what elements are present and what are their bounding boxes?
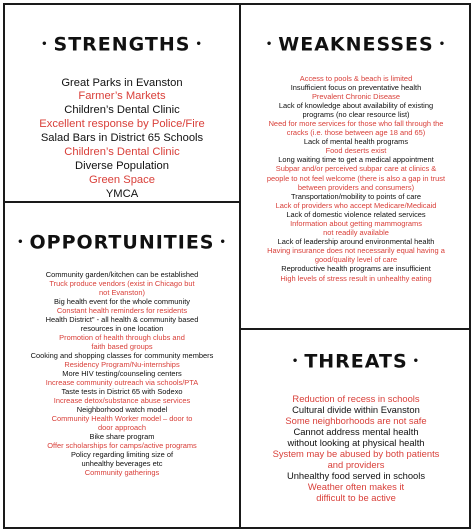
weaknesses-heading	[241, 33, 471, 56]
weaknesses-item: people to not feel welcome (there is also a gap in trust	[266, 173, 446, 183]
bullet-dot-icon: •	[265, 39, 274, 50]
threats-item: and providers	[327, 458, 385, 470]
bullet-dot-icon: •	[17, 237, 25, 248]
opportunities-list	[5, 270, 239, 477]
opportunities-item: unhealthy beverages etc	[81, 458, 163, 468]
opportunities-heading	[5, 231, 239, 254]
strengths-item: Diverse Population	[75, 159, 169, 172]
weaknesses-item: High levels of stress result in unhealthy eating	[280, 273, 432, 283]
opportunities-item: faith based groups	[91, 341, 153, 351]
opportunities-item: Increase community outreach via schools/PTA	[45, 377, 199, 387]
weaknesses-item: cracks (i.e. those between age 18 and 65)	[286, 128, 426, 138]
opportunities-item: resources in one location	[80, 323, 164, 333]
strengths-item: Great Parks in Evanston	[61, 76, 183, 89]
weaknesses-item: Long waiting time to get a medical appointment	[278, 155, 434, 165]
opportunities-item: Offer scholarships for camps/active programs	[47, 440, 197, 450]
bullet-dot-icon: •	[219, 237, 227, 248]
opportunities-item: not Evanston)	[99, 287, 145, 297]
weaknesses-item: between providers and consumers)	[297, 182, 415, 192]
strengths-item: Excellent response by Police/Fire	[39, 118, 205, 131]
opportunities-quadrant	[5, 203, 239, 527]
opportunities-item: Promotion of health through clubs and	[59, 332, 185, 342]
threats-item: difficult to be active	[316, 491, 396, 503]
weaknesses-item: Access to pools & beach is limited	[299, 73, 413, 83]
weaknesses-list	[241, 74, 471, 283]
opportunities-item: Big health event for the whole community	[53, 296, 190, 306]
threats-item: without looking at physical health	[287, 436, 425, 448]
weaknesses-item: Need for more services for those who fall through the	[268, 118, 444, 128]
swot-frame	[3, 3, 471, 529]
bullet-dot-icon: •	[291, 356, 300, 367]
opportunities-item: Community gatherings	[84, 467, 160, 477]
opportunities-item: Cooking and shopping classes for community members	[30, 350, 214, 360]
weaknesses-title: WEAKNESSES	[278, 33, 434, 56]
weaknesses-item: Lack of mental health programs	[303, 137, 409, 147]
opportunities-item: Policy regarding limiting size of	[70, 449, 174, 459]
weaknesses-item: Having insurance does not necessarily equal having a	[267, 246, 445, 256]
threats-quadrant	[241, 330, 471, 527]
weaknesses-item: not readily available	[323, 228, 389, 238]
opportunities-item: Constant health reminders for residents	[56, 305, 188, 315]
opportunities-item: Community Health Worker model – door to	[51, 413, 193, 423]
opportunities-item: door approach	[98, 422, 146, 432]
strengths-item: Salad Bars in District 65 Schools	[40, 132, 204, 145]
threats-item: Weather often makes it	[307, 480, 405, 492]
weaknesses-item: Information about getting mammograms	[290, 219, 422, 228]
threats-item: Cultural divide within Evanston	[292, 403, 420, 415]
bullet-dot-icon: •	[195, 39, 203, 50]
weaknesses-item: Lack of leadership around environmental health	[277, 237, 435, 247]
weaknesses-item: programs (no clear resource list)	[302, 109, 410, 119]
threats-heading	[241, 350, 471, 373]
weaknesses-item: Reproductive health programs are insufficient	[281, 264, 431, 274]
opportunities-item: Neighborhood watch model	[76, 404, 168, 414]
strengths-heading	[5, 33, 239, 56]
threats-list	[241, 393, 471, 503]
strengths-title: STRENGTHS	[53, 33, 191, 56]
opportunities-item: More HIV testing/counseling centers	[62, 368, 182, 378]
opportunities-item: Bike share program	[89, 431, 155, 441]
weaknesses-item: Lack of knowledge about availability of existing	[278, 100, 434, 110]
strengths-item: YMCA	[105, 187, 139, 200]
weaknesses-item: Prevalent Chronic Disease	[311, 91, 401, 101]
strengths-list	[5, 77, 239, 202]
threats-item: System may be abused by both patients	[272, 447, 440, 459]
threats-item: Reduction of recess in schools	[292, 392, 420, 404]
bullet-dot-icon: •	[438, 39, 447, 50]
opportunities-item: Truck produce vendors (exist in Chicago but	[49, 278, 195, 288]
opportunities-item: Increase detox/substance abuse services	[53, 395, 191, 405]
threats-title: THREATS	[304, 350, 408, 373]
opportunities-item: Community garden/kitchen can be established	[45, 269, 199, 279]
weaknesses-quadrant	[241, 5, 471, 328]
strengths-item: Green Space	[89, 173, 155, 186]
strengths-quadrant	[5, 5, 239, 201]
bullet-dot-icon: •	[412, 356, 421, 367]
weaknesses-item: Lack of domestic violence related services	[286, 209, 426, 219]
strengths-item: Children’s Dental Clinic	[64, 146, 180, 159]
weaknesses-item: Lack of providers who accept Medicare/Medicaid	[275, 200, 437, 210]
strengths-item: Children’s Dental Clinic	[64, 104, 180, 117]
weaknesses-item: Transportation/mobility to points of care	[291, 191, 421, 201]
weaknesses-item: Food deserts exist	[325, 146, 387, 156]
threats-item: Some neighborhoods are not safe	[285, 414, 427, 426]
weaknesses-item: Subpar and/or perceived subpar care at clinics &	[275, 164, 437, 174]
opportunities-item: Taste tests in District 65 with Sodexo	[61, 386, 183, 396]
opportunities-item: Health District" - all health & community based	[45, 314, 199, 324]
bullet-dot-icon: •	[41, 39, 49, 50]
threats-item: Unhealthy food served in schools	[286, 469, 426, 481]
opportunities-title: OPPORTUNITIES	[29, 231, 215, 254]
threats-item: Cannot address mental health	[293, 425, 419, 437]
weaknesses-item: Insufficient focus on preventative health	[290, 82, 422, 92]
weaknesses-item: good/quality level of care	[314, 255, 398, 265]
opportunities-item: Residency Program/Nu-internships	[64, 359, 180, 369]
strengths-item: Farmer’s Markets	[78, 90, 166, 103]
